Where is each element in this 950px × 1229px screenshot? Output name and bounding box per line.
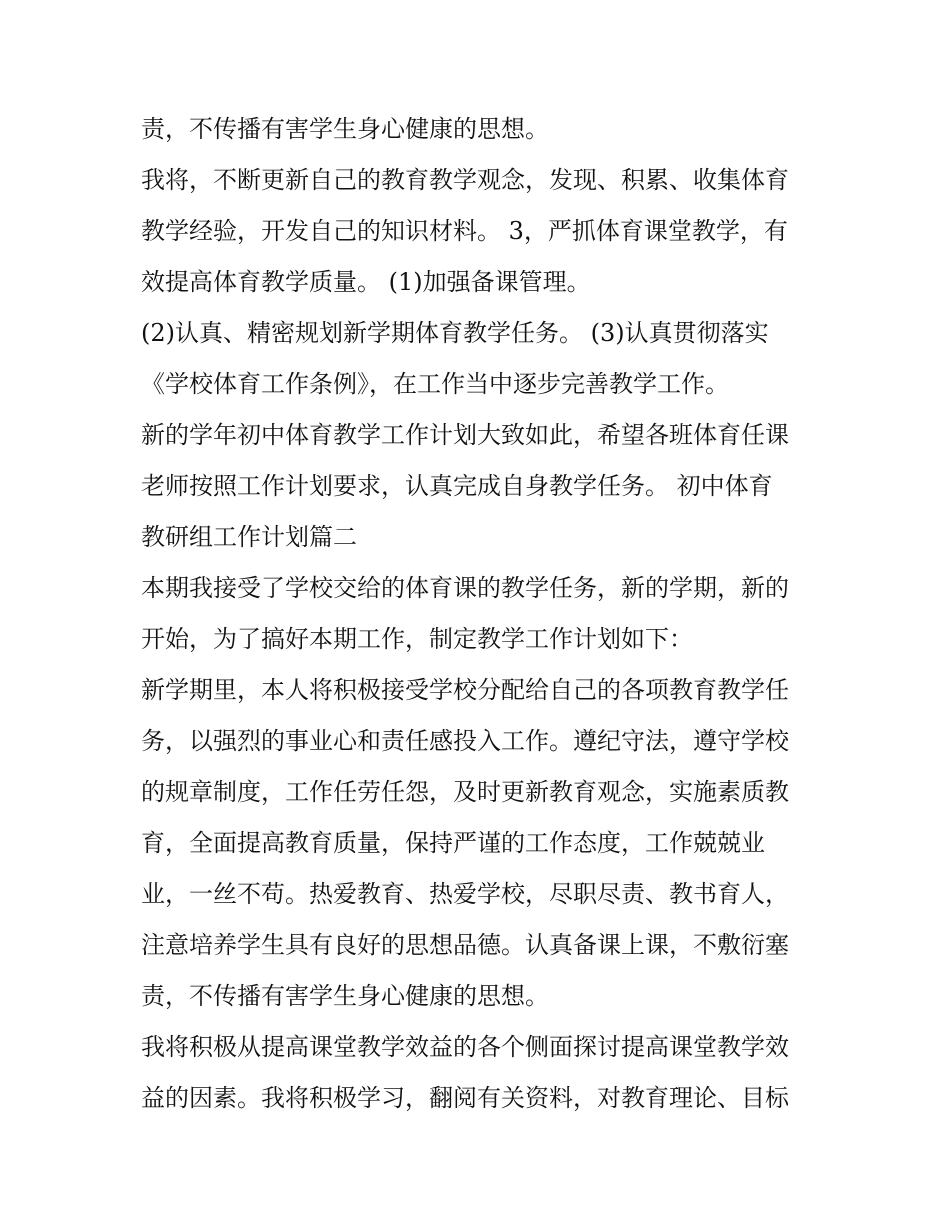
text-line: 本期我接受了学校交给的体育课的教学任务，新的学期，新的	[141, 574, 789, 602]
text-line: 老师按照工作计划要求，认真完成自身教学任务。 初中体育	[141, 472, 773, 500]
text-line: (2)认真、精密规划新学期体育教学任务。 (3)认真贯彻落实	[141, 319, 769, 347]
text-line: 我将，不断更新自己的教育教学观念，发现、积累、收集体育	[141, 166, 789, 194]
text-line: 《学校体育工作条例》，在工作当中逐步完善教学工作。	[141, 370, 729, 398]
text-line: 我将积极从提高课堂教学效益的各个侧面探讨提高课堂教学效	[141, 1033, 789, 1061]
text-line: 责，不传播有害学生身心健康的思想。	[141, 115, 549, 143]
text-line: 新学期里，本人将积极接受学校分配给自己的各项教育教学任	[141, 676, 789, 704]
text-line: 教学经验，开发自己的知识材料。 3，严抓体育课堂教学，有	[141, 217, 788, 245]
text-line: 开始，为了搞好本期工作，制定教学工作计划如下：	[141, 625, 693, 653]
text-line: 效提高体育教学质量。 (1)加强备课管理。	[141, 268, 591, 296]
section-heading-line: 教研组工作计划篇二	[141, 523, 357, 551]
text-line: 业，一丝不苟。热爱教育、热爱学校，尽职尽责、教书育人，	[141, 880, 789, 908]
text-line: 注意培养学生具有良好的思想品德。认真备课上课，不敷衍塞	[141, 931, 789, 959]
text-line: 育，全面提高教育质量，保持严谨的工作态度，工作兢兢业	[141, 829, 765, 857]
text-line: 的规章制度，工作任劳任怨，及时更新教育观念，实施素质教	[141, 778, 789, 806]
text-line: 益的因素。我将积极学习，翻阅有关资料，对教育理论、目标	[141, 1084, 789, 1112]
text-line: 责，不传播有害学生身心健康的思想。	[141, 982, 549, 1010]
text-line: 务，以强烈的事业心和责任感投入工作。遵纪守法，遵守学校	[141, 727, 789, 755]
text-line: 新的学年初中体育教学工作计划大致如此，希望各班体育任课	[141, 421, 789, 449]
